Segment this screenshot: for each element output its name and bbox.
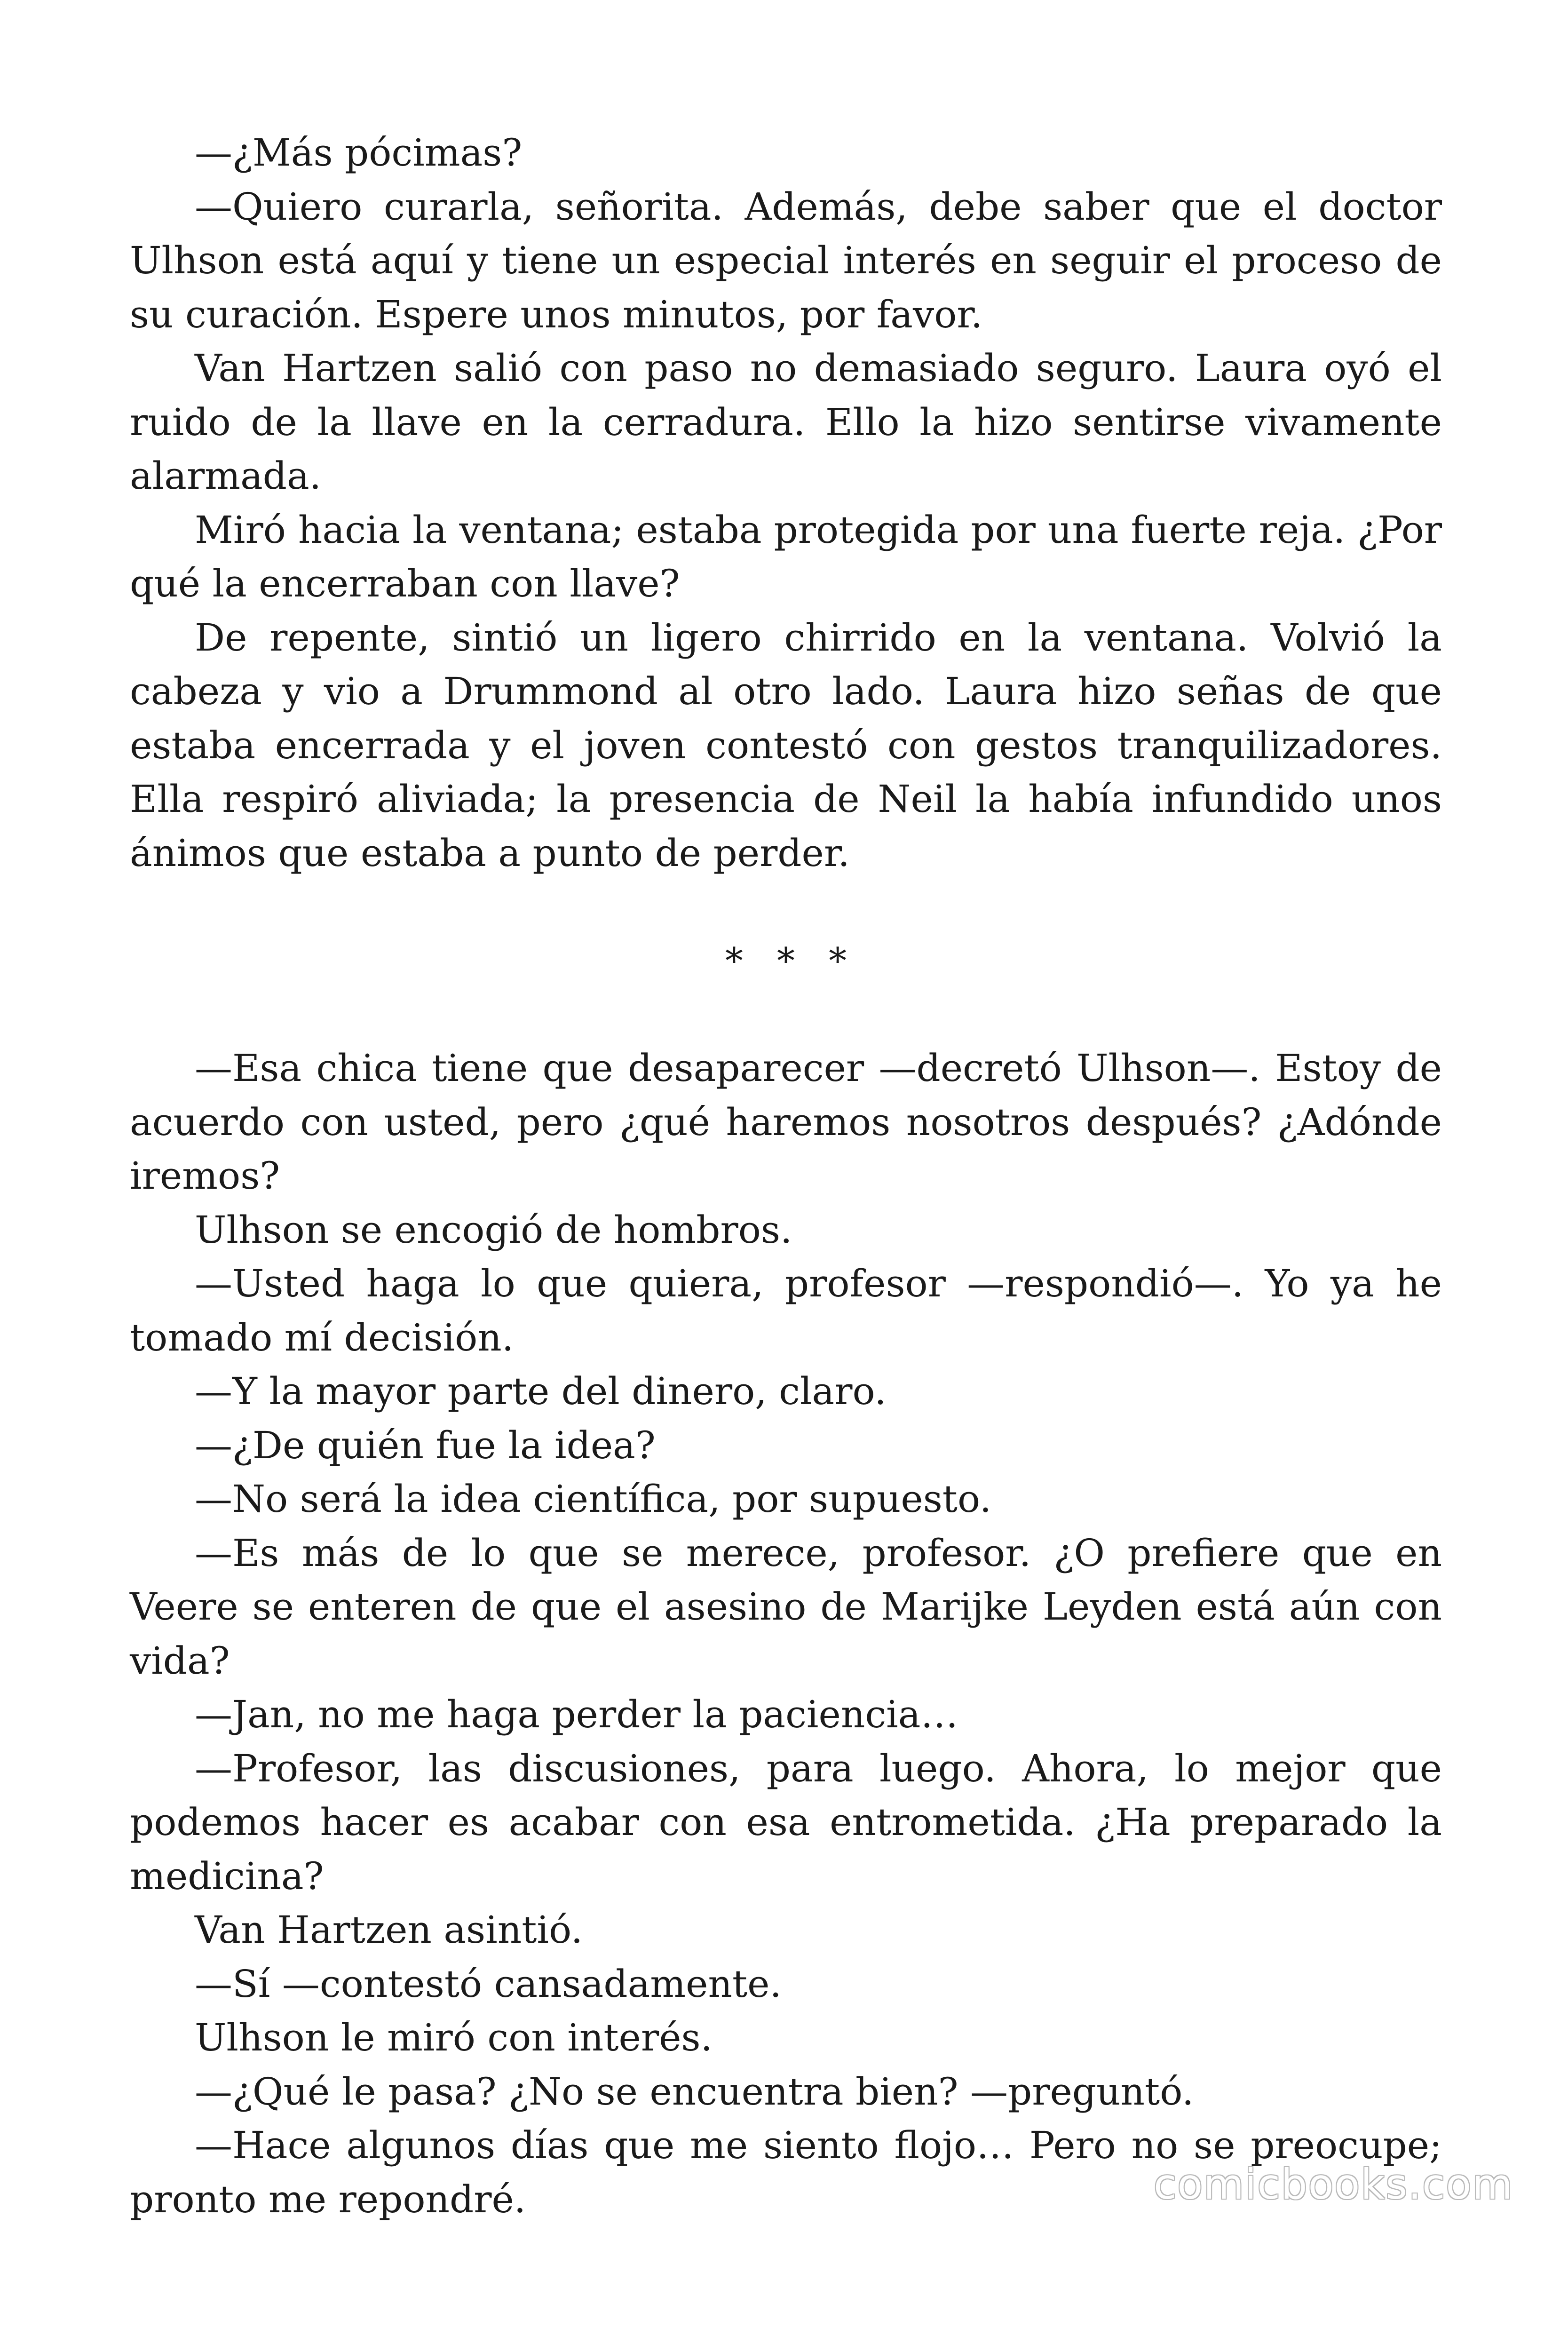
body-text: [130, 126, 1442, 2226]
paragraph: Van Hartzen asintió.: [195, 1908, 583, 1952]
paragraph: —¿Más pócimas?: [195, 131, 523, 175]
paragraph: —Jan, no me haga perder la paciencia…: [195, 1692, 958, 1736]
paragraph: De repente, sintió un ligero chirrido en la ventana. Volvió la cabeza y vio a Drummond al otro lado. Laura hizo señas de que estaba encerrada y el joven contestó con gestos tranquilizadores. Ella respiró aliviada; la presencia de Neil la había infundido unos ánimos que estaba a punto de perder.: [130, 615, 1442, 875]
paragraph: —Hace algunos días que me siento flojo… Pero no se preocupe; pronto me repondré.: [130, 2123, 1442, 2221]
paragraph: —Profesor, las discusiones, para luego. Ahora, lo mejor que podemos hacer es acabar con esa entrometida. ¿Ha preparado la medicina?: [130, 1746, 1442, 1898]
watermark: comicbooks.com: [1153, 2160, 1513, 2209]
paragraph: —No será la idea científica, por supuesto.: [195, 1477, 992, 1521]
paragraph: —Es más de lo que se merece, profesor. ¿O prefiere que en Veere se enteren de que el asesino de Marijke Leyden está aún con vida?: [130, 1531, 1442, 1683]
paragraph: —Quiero curarla, señorita. Además, debe saber que el doctor Ulhson está aquí y tiene un especial interés en seguir el proceso de su curación. Espere unos minutos, por favor.: [130, 184, 1442, 336]
paragraph: —Esa chica tiene que desaparecer —decretó Ulhson—. Estoy de acuerdo con usted, pero ¿qué haremos nosotros después? ¿Adónde iremos?: [130, 1046, 1442, 1198]
paragraph: Van Hartzen salió con paso no demasiado seguro. Laura oyó el ruido de la llave en la cerradura. Ello la hizo sentirse vivamente alarmada.: [130, 346, 1442, 498]
paragraph: —Usted haga lo que quiera, profesor —respondió—. Yo ya he tomado mí decisión.: [130, 1262, 1442, 1359]
paragraph: —Sí —contestó cansadamente.: [195, 1962, 782, 2006]
paragraph: Ulhson se encogió de hombros.: [195, 1208, 792, 1252]
paragraph: —¿De quién fue la idea?: [195, 1423, 656, 1467]
paragraph: —Y la mayor parte del dinero, claro.: [195, 1369, 887, 1413]
paragraph: —¿Qué le pasa? ¿No se encuentra bien? —preguntó.: [195, 2069, 1194, 2114]
scene-break: * * *: [725, 940, 858, 982]
paragraph: Ulhson le miró con interés.: [195, 2016, 713, 2059]
paragraph: Miró hacia la ventana; estaba protegida por una fuerte reja. ¿Por qué la encerraban con llave?: [130, 508, 1442, 605]
